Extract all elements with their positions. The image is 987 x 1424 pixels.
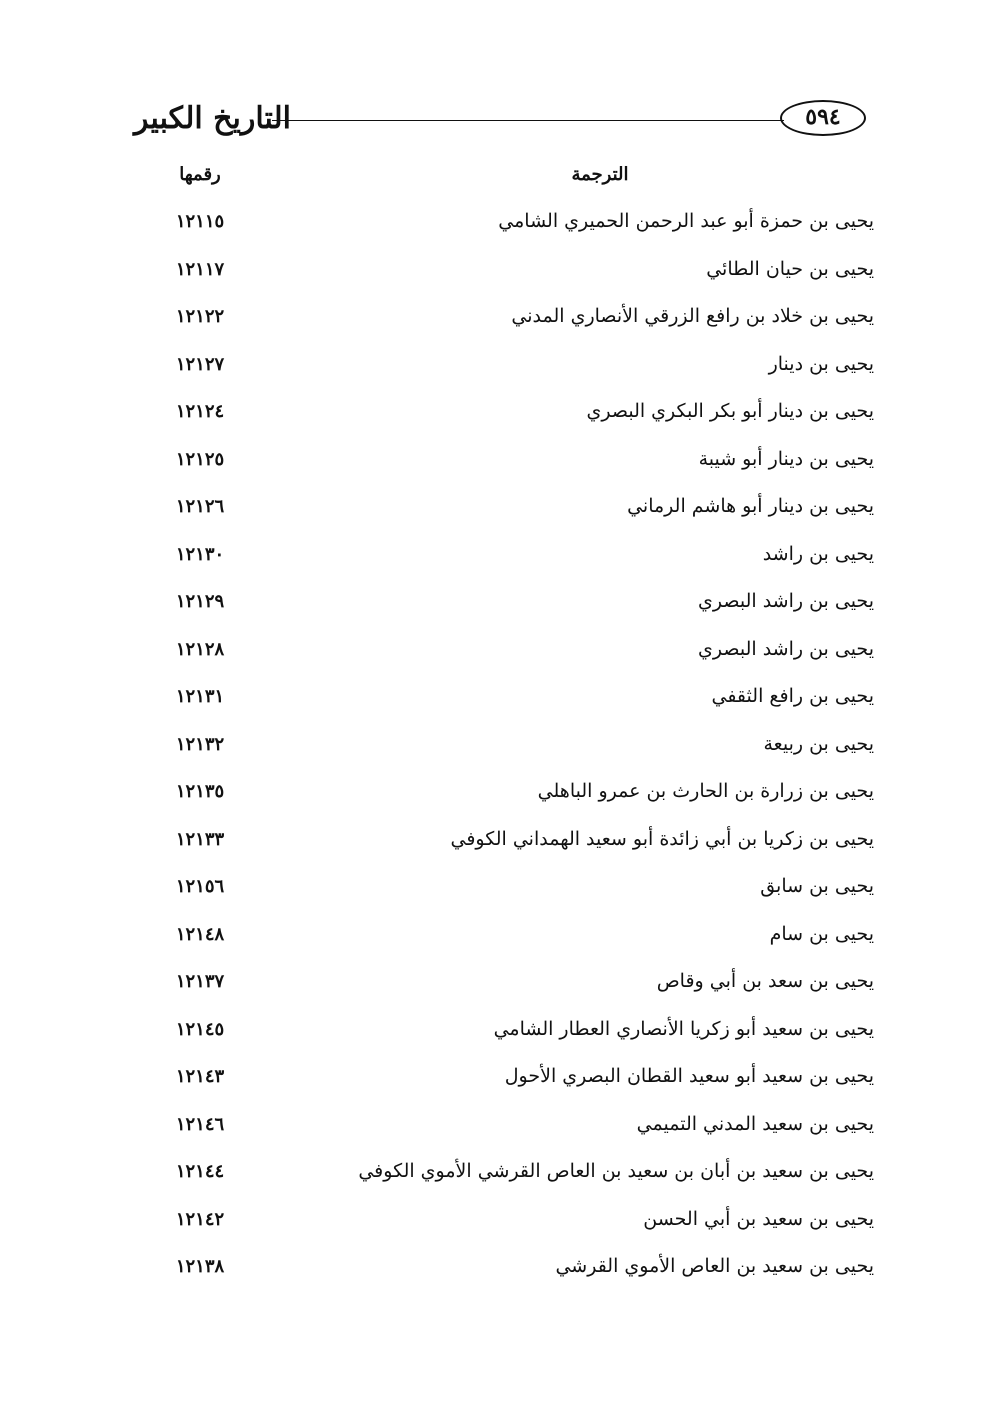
entry-name: يحيى بن سعد بن أبي وقاص (656, 970, 874, 992)
entry-name: يحيى بن سعيد بن العاص الأموي القرشي (555, 1255, 874, 1277)
list-item (0, 963, 987, 1011)
page-header (130, 96, 870, 142)
entry-number: ١٢١١٧ (175, 258, 225, 280)
entry-name: يحيى بن سعيد أبو سعيد القطان البصري الأحول (504, 1065, 874, 1087)
list-item (0, 726, 987, 774)
entry-number: ١٢١١٥ (175, 211, 225, 232)
list-item (0, 868, 987, 916)
entry-number: ١٢١٤٤ (175, 1161, 225, 1182)
entry-number: ١٢١٢٥ (175, 448, 225, 470)
entry-name: يحيى بن سعيد أبو زكريا الأنصاري العطار الشامي (493, 1017, 874, 1040)
entry-number: ١٢١٣٥ (175, 781, 225, 802)
column-header-translation: الترجمة (571, 164, 629, 185)
list-item (0, 346, 987, 394)
list-item (0, 203, 987, 251)
list-item (0, 821, 987, 869)
book-title: التاريخ الكبير (134, 101, 292, 136)
entry-name: يحيى بن دينار أبو بكر البكري البصري (586, 400, 874, 422)
entry-number: ١٢١٤٣ (175, 1066, 225, 1087)
entry-number: ١٢١٢٧ (175, 353, 225, 375)
entry-name: يحيى بن دينار أبو شيبة (698, 447, 874, 470)
entry-number: ١٢١٢٢ (175, 306, 225, 327)
list-item (0, 393, 987, 441)
list-item (0, 1153, 987, 1201)
entry-list (0, 203, 987, 1296)
entry-name: يحيى بن سام (769, 922, 874, 945)
entry-number: ١٢١٣١ (175, 686, 225, 707)
list-item (0, 916, 987, 964)
entry-number: ١٢١٣٠ (175, 543, 225, 565)
list-item (0, 1058, 987, 1106)
list-item (0, 773, 987, 821)
list-item (0, 298, 987, 346)
entry-number: ١٢١٢٦ (175, 496, 225, 517)
entry-name: يحيى بن سعيد المدني التميمي (636, 1112, 874, 1135)
list-item (0, 1011, 987, 1059)
entry-number: ١٢١٢٩ (175, 591, 225, 612)
entry-number: ١٢١٤٥ (175, 1018, 225, 1040)
entry-name: يحيى بن زرارة بن الحارث بن عمرو الباهلي (537, 780, 874, 802)
list-item (0, 488, 987, 536)
entry-name: يحيى بن خلاد بن رافع الزرقي الأنصاري المدني (511, 305, 874, 327)
list-item (0, 1106, 987, 1154)
column-header-number: رقمها (179, 164, 221, 185)
entry-number: ١٢١٤٨ (175, 923, 225, 945)
list-item (0, 583, 987, 631)
list-item (0, 631, 987, 679)
entry-number: ١٢١٤٦ (175, 1113, 225, 1135)
entry-name: يحيى بن سعيد بن أبان بن سعيد بن العاص القرشي الأموي الكوفي (358, 1160, 874, 1182)
header-divider (272, 120, 784, 121)
entry-name: يحيى بن حمزة أبو عبد الرحمن الحميري الشامي (498, 210, 874, 232)
entry-name: يحيى بن دينار (768, 352, 874, 375)
entry-number: ١٢١٢٨ (175, 638, 225, 660)
entry-name: يحيى بن دينار أبو هاشم الرماني (627, 495, 874, 517)
list-item (0, 251, 987, 299)
entry-number: ١٢١٣٣ (175, 828, 225, 850)
entry-name: يحيى بن سابق (760, 875, 874, 897)
entry-number: ١٢١٣٧ (175, 971, 225, 992)
entry-name: يحيى بن راشد (762, 542, 874, 565)
entry-name: يحيى بن راشد البصري (698, 637, 874, 660)
entry-name: يحيى بن حيان الطائي (706, 257, 874, 280)
entry-number: ١٢١٣٢ (175, 733, 225, 755)
entry-number: ١٢١٢٤ (175, 401, 225, 422)
entry-number: ١٢١٣٨ (175, 1256, 225, 1277)
list-item (0, 678, 987, 726)
entry-number: ١٢١٥٦ (175, 876, 225, 897)
list-item (0, 1201, 987, 1249)
list-item (0, 1248, 987, 1296)
entry-name: يحيى بن رافع الثقفي (711, 685, 874, 707)
page-number-badge: ٥٩٤ (780, 100, 866, 136)
entry-name: يحيى بن زكريا بن أبي زائدة أبو سعيد الهمداني الكوفي (450, 827, 874, 850)
entry-name: يحيى بن راشد البصري (698, 590, 874, 612)
list-item (0, 441, 987, 489)
entry-name: يحيى بن ربيعة (763, 732, 874, 755)
entry-number: ١٢١٤٢ (175, 1208, 225, 1230)
entry-name: يحيى بن سعيد بن أبي الحسن (643, 1207, 874, 1230)
list-item (0, 536, 987, 584)
